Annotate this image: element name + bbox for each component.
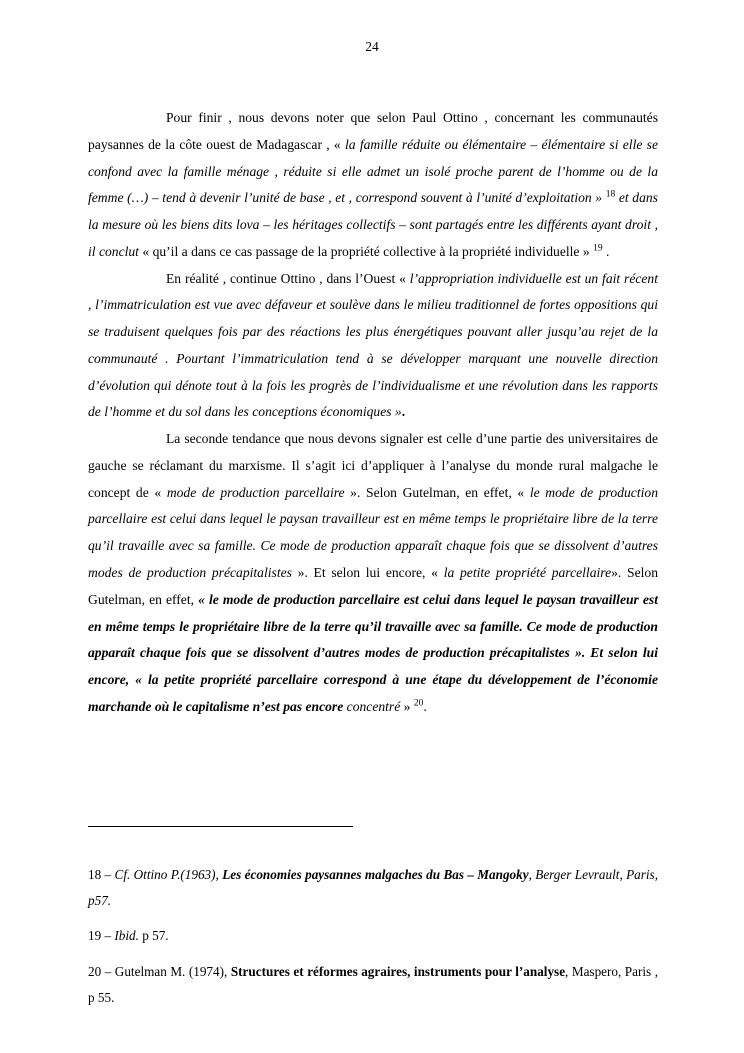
footnote-list — [88, 862, 658, 1011]
paragraph-ottino-intro: Pour finir , nous devons noter que selon Paul Ottino , concernant les communautés paysannes de la côte ouest de Madagascar , « la famille réduite ou élémentaire – élémentaire si elle se confond avec la famille ménage , réduite si elle admet un isolé proche parent de l’homme ou de la femme (…) – tend à devenir l’unité de base , et , correspond souvent à l’unité d’exploitation » $^{18}$ et dans la mesure où les biens dits lova – les héritages collectifs – sont partagés entre les différents ayant droit , il conclut « qu’il a dans ce cas passage de la propriété collective à la propriété individuelle » $^{19}$ . — [88, 110, 658, 259]
footnote-item: 19 – Ibid. p 57. — [88, 928, 169, 944]
paragraph-seconde-tendance: La seconde tendance que nous devons signaler est celle d’une partie des universitaires de gauche se réclamant du marxisme. Il s’agit ici d’appliquer à l’analyse du monde rural malgache le concept de « mode de production parcellaire ». Selon Gutelman, en effet, « le mode de production parcellaire est celui dans lequel le paysan travailleur est en même temps le propriétaire libre de la terre qu’il travaille avec sa famille. Ce mode de production apparaît chaque fois que se dissolvent d’autres modes de production précapitalistes ». Et selon lui encore, « la petite propriété parcellaire». Selon Gutelman, en effet, « le mode de production parcellaire est celui dans lequel le paysan travailleur est en même temps le propriétaire libre de la terre qu’il travaille avec sa famille. Ce mode de production apparaît chaque fois que se dissolvent d’autres modes de production précapitalistes ». Et selon lui encore, « la petite propriété parcellaire correspond à une étape du développement de l’économie marchande où le capitalisme n’est pas encore concentré » $^{20}$. — [88, 431, 658, 714]
footnote-item: 18 – Cf. Ottino P.(1963), Les économies paysannes malgaches du Bas – Mangoky, Berger Levrault, Paris, p57. — [88, 867, 658, 908]
footnote-separator-rule — [88, 826, 353, 827]
document-body — [88, 105, 658, 721]
page-number: 24 — [365, 39, 379, 54]
footnote-item: 20 – Gutelman M. (1974), Structures et réformes agraires, instruments pour l’analyse, Maspero, Paris , p 55. — [88, 964, 658, 1005]
paragraph-ottino-ouest: En réalité , continue Ottino , dans l’Ouest « l’appropriation individuelle est un fait récent , l’immatriculation est vue avec défaveur et soulève dans le milieu traditionnel de fortes oppositions qui se traduisent quelques fois par des réactions les plus énergétiques pouvant aller jusqu’au rejet de la communauté . Pourtant l’immatriculation tend à se développer marquant une nouvelle direction d’évolution qui dénote tout à la fois les progrès de l’individualisme et une révolution dans les rapports de l’homme et du sol dans les conceptions économiques ». — [88, 270, 658, 420]
